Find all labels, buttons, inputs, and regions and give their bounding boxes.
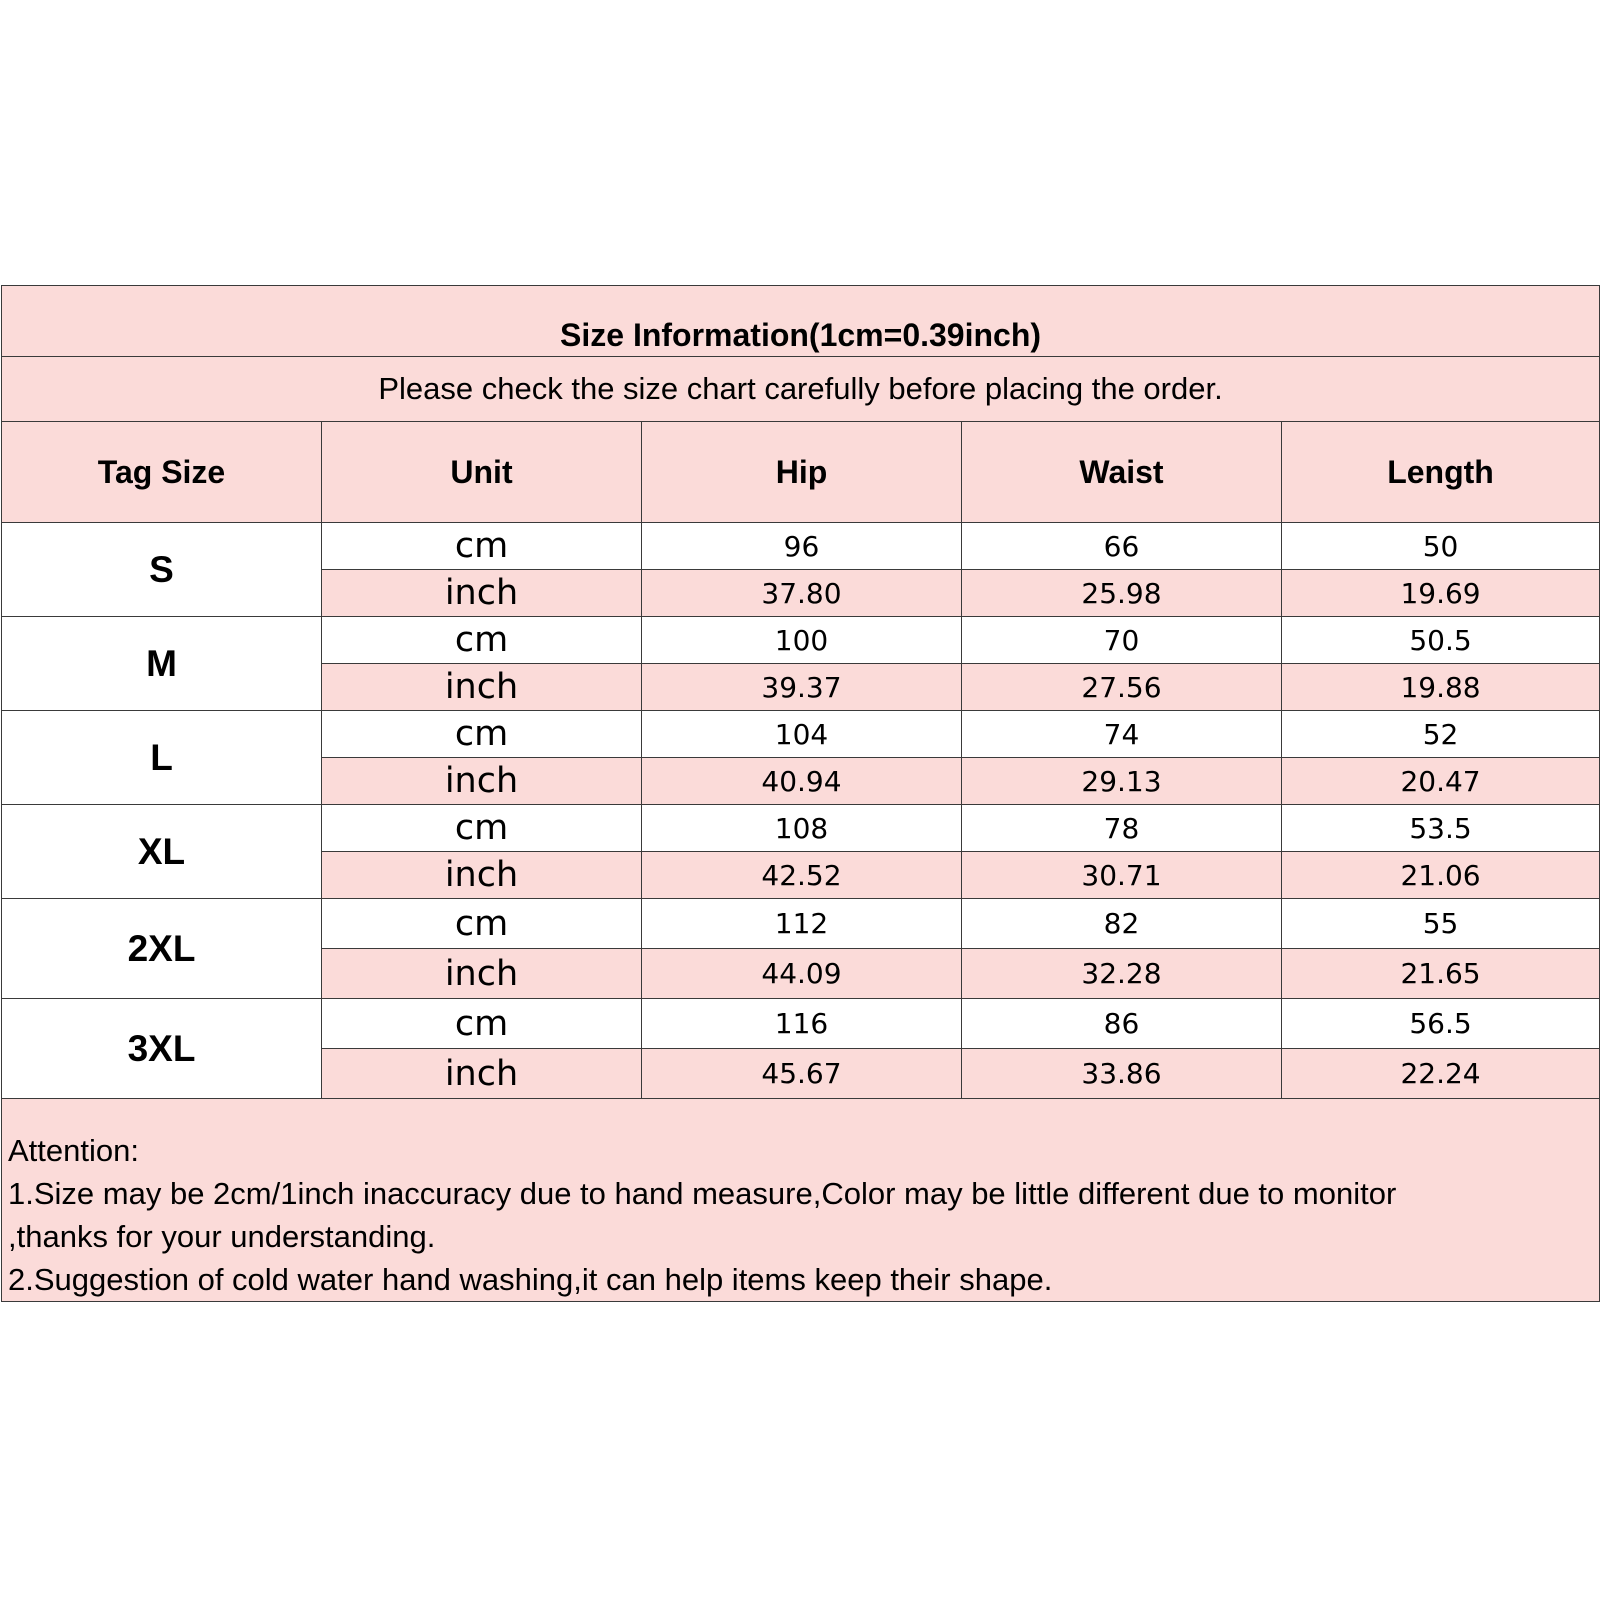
table-row (2, 805, 1600, 852)
header-unit: Unit (322, 422, 642, 523)
header-waist: Waist (962, 422, 1282, 523)
waist-value: 74 (962, 711, 1282, 758)
unit-cell: inch (322, 664, 642, 711)
length-value: 20.47 (1282, 758, 1600, 805)
length-value: 56.5 (1282, 999, 1600, 1049)
unit-cell: inch (322, 1049, 642, 1099)
unit-cell: cm (322, 805, 642, 852)
table-row (2, 523, 1600, 570)
attention-line-3: 2.Suggestion of cold water hand washing,it can help items keep their shape. (8, 1262, 1053, 1297)
hip-value: 108 (642, 805, 962, 852)
chart-subtitle: Please check the size chart carefully before placing the order. (2, 357, 1600, 422)
chart-title: Size Information(1cm=0.39inch) (2, 286, 1600, 357)
hip-value: 40.94 (642, 758, 962, 805)
tag-size-cell: L (2, 711, 322, 805)
waist-value: 27.56 (962, 664, 1282, 711)
table-row (2, 899, 1600, 949)
unit-cell: cm (322, 617, 642, 664)
length-value: 55 (1282, 899, 1600, 949)
tag-size-cell: 2XL (2, 899, 322, 999)
waist-value: 86 (962, 999, 1282, 1049)
waist-value: 30.71 (962, 852, 1282, 899)
table-row (2, 617, 1600, 664)
hip-value: 100 (642, 617, 962, 664)
unit-cell: inch (322, 570, 642, 617)
waist-value: 25.98 (962, 570, 1282, 617)
notes-row (2, 1099, 1600, 1302)
hip-value: 44.09 (642, 949, 962, 999)
hip-value: 37.80 (642, 570, 962, 617)
length-value: 50 (1282, 523, 1600, 570)
attention-line-1: 1.Size may be 2cm/1inch inaccuracy due to hand measure,Color may be little different due to monitor (8, 1176, 1397, 1211)
hip-value: 112 (642, 899, 962, 949)
length-value: 50.5 (1282, 617, 1600, 664)
unit-cell: inch (322, 758, 642, 805)
table-row (2, 711, 1600, 758)
unit-cell: cm (322, 999, 642, 1049)
waist-value: 29.13 (962, 758, 1282, 805)
unit-cell: cm (322, 899, 642, 949)
tag-size-cell: M (2, 617, 322, 711)
length-value: 22.24 (1282, 1049, 1600, 1099)
length-value: 19.88 (1282, 664, 1600, 711)
length-value: 52 (1282, 711, 1600, 758)
header-hip: Hip (642, 422, 962, 523)
waist-value: 32.28 (962, 949, 1282, 999)
table-row (2, 999, 1600, 1049)
unit-cell: inch (322, 949, 642, 999)
unit-cell: inch (322, 852, 642, 899)
hip-value: 116 (642, 999, 962, 1049)
title-row (2, 286, 1600, 357)
unit-cell: cm (322, 711, 642, 758)
waist-value: 70 (962, 617, 1282, 664)
attention-line-2: ,thanks for your understanding. (8, 1219, 436, 1254)
attention-notes (2, 1099, 1600, 1302)
hip-value: 96 (642, 523, 962, 570)
header-row (2, 422, 1600, 523)
length-value: 21.06 (1282, 852, 1600, 899)
tag-size-cell: S (2, 523, 322, 617)
length-value: 21.65 (1282, 949, 1600, 999)
tag-size-cell: 3XL (2, 999, 322, 1099)
waist-value: 78 (962, 805, 1282, 852)
tag-size-cell: XL (2, 805, 322, 899)
unit-cell: cm (322, 523, 642, 570)
subtitle-row (2, 357, 1600, 422)
hip-value: 104 (642, 711, 962, 758)
waist-value: 82 (962, 899, 1282, 949)
waist-value: 33.86 (962, 1049, 1282, 1099)
waist-value: 66 (962, 523, 1282, 570)
attention-heading: Attention: (8, 1133, 139, 1168)
hip-value: 42.52 (642, 852, 962, 899)
hip-value: 39.37 (642, 664, 962, 711)
length-value: 19.69 (1282, 570, 1600, 617)
size-chart-table (1, 285, 1600, 1302)
header-length: Length (1282, 422, 1600, 523)
hip-value: 45.67 (642, 1049, 962, 1099)
header-tag-size: Tag Size (2, 422, 322, 523)
length-value: 53.5 (1282, 805, 1600, 852)
